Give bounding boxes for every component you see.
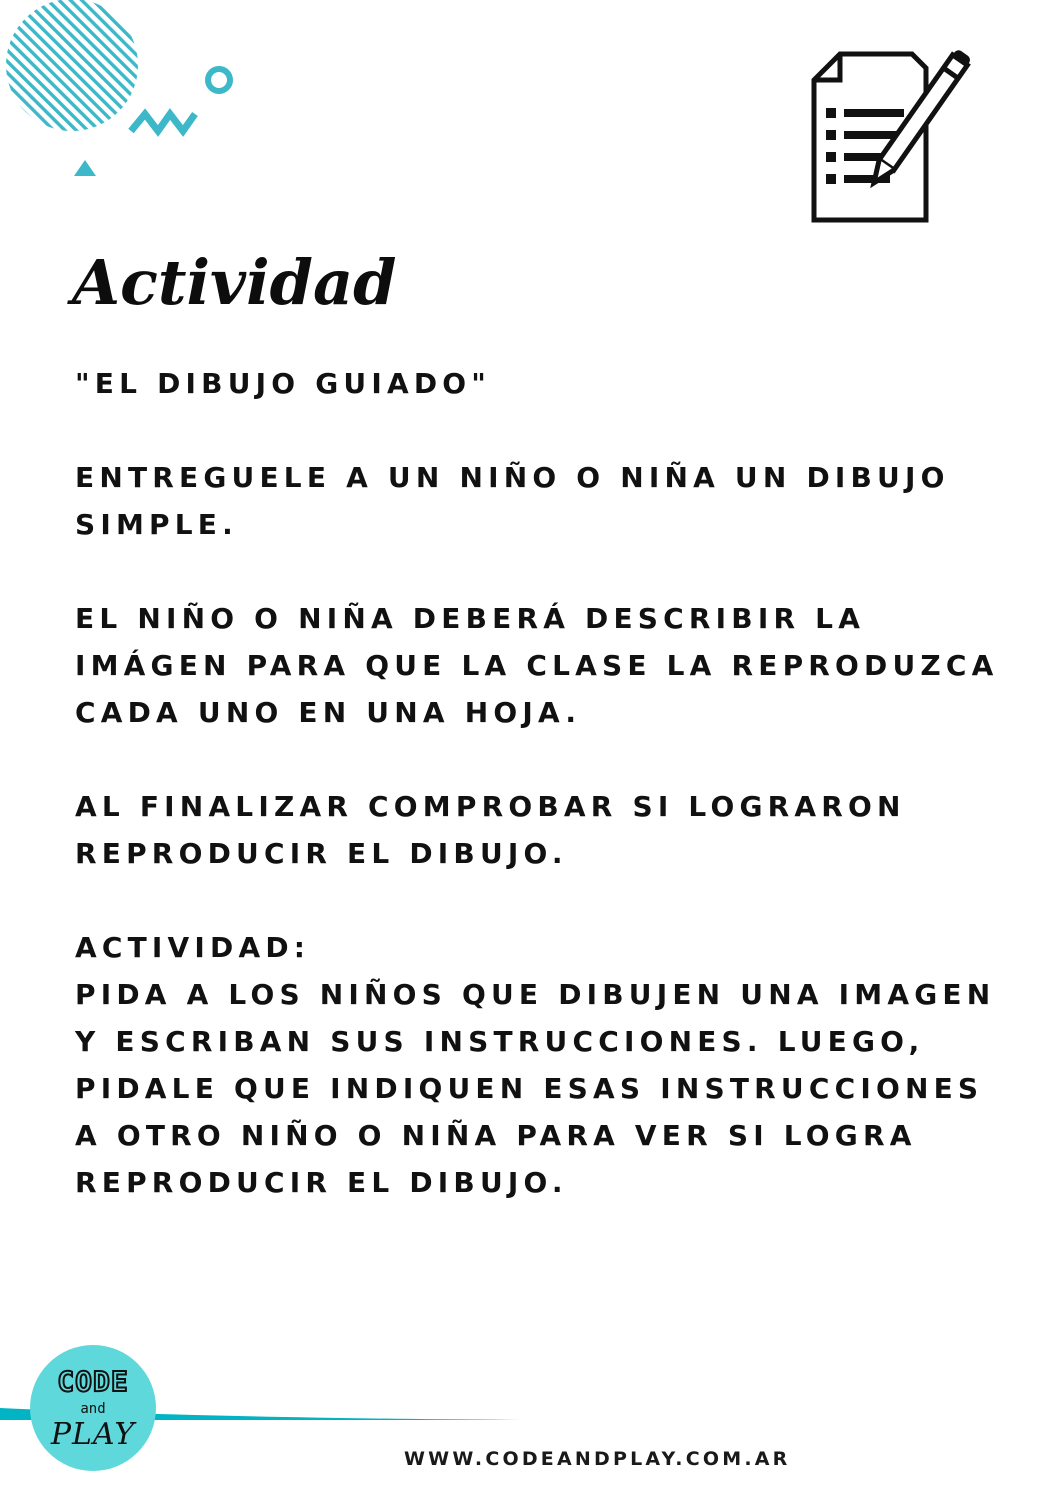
triangle-shape: [74, 160, 96, 176]
logo-line-play: PLAY: [50, 1417, 136, 1452]
instruction-paragraph-1: ENTREGUELE A UN NIÑO O NIÑA UN DIBUJO SIMPLE.: [75, 461, 950, 541]
zigzag-shape: [131, 114, 195, 131]
activity-heading: ACTIVIDAD:: [75, 931, 311, 964]
logo-line-code: CODE: [57, 1365, 129, 1398]
activity-paragraph: PIDA A LOS NIÑOS QUE DIBUJEN UNA IMAGEN Y ESCRIBAN SUS INSTRUCCIONES. LUEGO, PIDALE QUE INDIQUEN ESAS INSTRUCCIONES A OTRO NIÑO O NIÑA PARA VER SI LOGRA REPRODUCIR EL DIBUJO.: [75, 978, 996, 1199]
ring-circle: [208, 69, 230, 91]
activity-name: "EL DIBUJO GUIADO": [75, 367, 492, 400]
activity-body: [75, 360, 1015, 1253]
document-pencil-icon: [800, 40, 1000, 230]
instruction-paragraph-2: EL NIÑO O NIÑA DEBERÁ DESCRIBIR LA IMÁGEN PARA QUE LA CLASE LA REPRODUZCA CADA UNO EN UNA HOJA.: [75, 602, 999, 729]
logo-line-and: and: [80, 1401, 106, 1417]
code-and-play-logo: [30, 1345, 156, 1471]
page-title: Actividad: [72, 246, 397, 319]
decorative-shapes: [0, 0, 260, 200]
instruction-paragraph-3: AL FINALIZAR COMPROBAR SI LOGRARON REPRODUCIR EL DIBUJO.: [75, 790, 906, 870]
footer-website-link[interactable]: WWW.CODEANDPLAY.COM.AR: [404, 1448, 791, 1470]
striped-circle: [6, 0, 138, 131]
